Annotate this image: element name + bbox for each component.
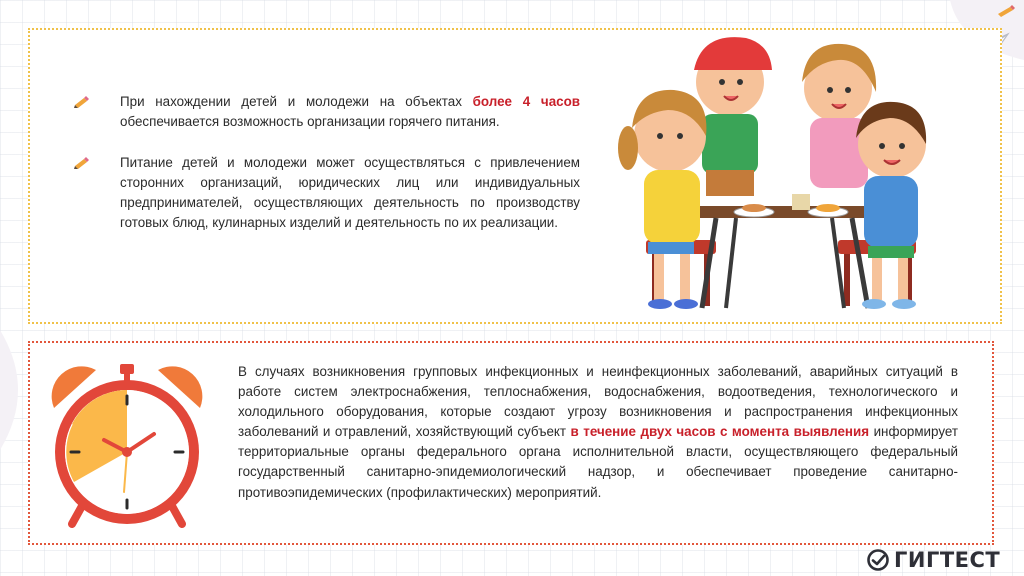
bullet-item-hot-meals [70, 92, 580, 132]
brand-logo [866, 545, 1000, 575]
bullet-text-pre: При нахождении детей и молодежи на объектах [120, 94, 473, 109]
alarm-clock-icon [42, 360, 212, 530]
pencil-bullet-icon [74, 96, 90, 108]
check-circle-logo-icon [866, 548, 890, 572]
notice-text-post: информирует территориальные органы федерального органа исполнительной власти, осуществляющего федеральный государственный санитарно-эпидемиологический надзор, и обеспечивает проведение санитарно-противоэпидемических (профилактических) мероприятий. [238, 424, 959, 500]
notice-highlight-two-hours: в течение двух часов с момента выявления [570, 424, 870, 440]
kids-eating-illustration [606, 18, 936, 318]
bullet-item-third-party [70, 153, 580, 233]
bullet-list [70, 92, 580, 254]
pencil-bullet-icon [74, 157, 90, 169]
notice-text [238, 362, 958, 503]
bullet-text: Питание детей и молодежи может осуществляться с привлечением сторонних организаций, юридических лиц или индивидуальных предпринимателей, осуществляющих деятельность по производству готовых блюд, кулинарных изделий и деятельность по их реализации. [120, 155, 580, 230]
notice-text-pre: В случаях возникновения групповых инфекционных и неинфекционных заболеваний, аварийных ситуаций в работе систем электроснабжения, теплоснабжения, водоснабжения, водоотведения, технологического и холодильного оборудования, которые создают угрозу возникновения и распространения инфекционных заболеваний и отравлений, хозяйствующий субъект [238, 364, 958, 440]
bullet-text-post: обеспечивается возможность организации горячего питания. [120, 114, 500, 129]
brand-logo-text: ГИГТЕСТ [894, 548, 1001, 572]
bullet-highlight-4-hours: более 4 часов [472, 94, 580, 109]
small-pencil-icon [996, 4, 1016, 18]
